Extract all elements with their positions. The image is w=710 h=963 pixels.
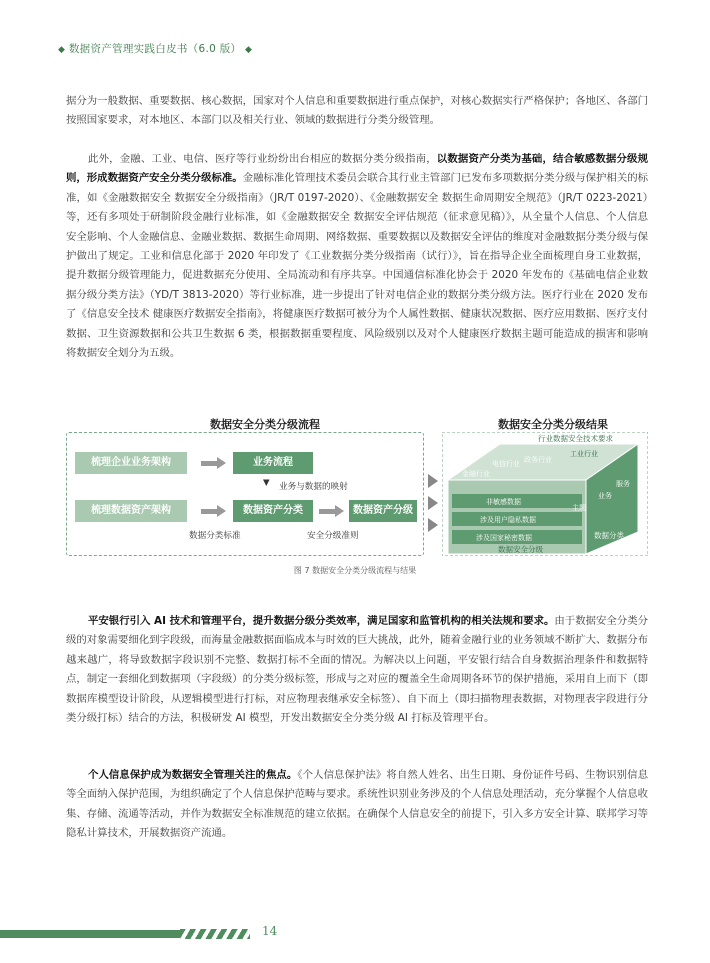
flow-diagram — [66, 432, 424, 556]
paragraph-2-bold: 以数据资产分类为基础，结合敏感数据分级规则，形成数据资产安全分类分级标准。 — [66, 153, 649, 185]
level-rule-label: 安全分级准则 — [307, 531, 359, 541]
data-asset-class-box: 数据资产分类 — [233, 500, 313, 522]
arrow-shaft — [319, 509, 335, 514]
footer-stripes — [180, 929, 250, 939]
industry-label: 电信行业 — [492, 460, 520, 468]
diamond-icon: ◆ — [58, 45, 66, 55]
arrow-right-icon — [428, 518, 438, 532]
business-flow-box: 业务流程 — [233, 452, 313, 474]
running-header — [58, 41, 252, 56]
class-standard-label: 数据分类标准 — [189, 531, 241, 541]
paragraph-4-rest: 《个人信息保护法》将自然人姓名、出生日期、身份证件号码、生物识别信息等全面纳入保护范围，为组织确定了个人信息保护范畴与要求。系统性识别业务涉及的个人信息处理活动，充分掌握个人信息收集、存储、流通等活动，并作为数据安全标准规范的建立依据。在确保个人信息安全的前提下，引入多方安全计算、联邦学习等隐私计算技术，开展数据资产流通。 — [66, 769, 649, 840]
figure-classification-flow — [66, 414, 648, 556]
data-asset-level-box: 数据资产分级 — [349, 500, 417, 522]
arrow-right-icon — [428, 496, 438, 510]
paragraph-2 — [66, 150, 648, 363]
page-number: 14 — [262, 924, 278, 938]
arrow-right-icon — [335, 505, 344, 517]
arrow-right-icon — [428, 474, 438, 488]
header-title: 数据资产管理实践白皮书（6.0 版） — [68, 43, 242, 55]
layer-label: 非敏感数据 — [486, 498, 521, 506]
arrow-shaft — [201, 509, 217, 514]
paragraph-2-lead: 此外，金融、工业、电信、医疗等行业纷纷出台相应的数据分类分级指南， — [88, 153, 437, 165]
layer-label: 涉及国家秘密数据 — [476, 534, 532, 542]
industry-label: 金融行业 — [462, 470, 490, 478]
sort-business-box: 梳理企业业务架构 — [75, 452, 187, 474]
right-label: 服务 — [616, 480, 630, 488]
industry-label: 政务行业 — [524, 456, 552, 464]
paragraph-3-rest: 由于数据安全分类分级的对象需要细化到字段级，而海量金融数据面临成本与时效的巨大挑战，此外，随着金融行业的业务领域不断扩大、数据分布越来越广，将导致数据字段识别不完整、数据打标不全面的情况。为解决以上问题，平安银行结合自身数据治理条件和数据特点，制定一套细化到数据项（字段级）的分类分级标签，形成与之对应的覆盖全生命周期各环节的保护措施，采用自上而下（即数据库模型设计阶段，从逻辑模型进行打标，对应物理表继承安全标签）、自下而上（即扫描物理表数据，对物理表字段进行分类分级打标）结合的方法，积极研发 AI 模型，开发出数据安全分类分级 AI 打标及管理平台。 — [66, 615, 649, 725]
footer-bar — [0, 930, 180, 938]
paragraph-3 — [66, 612, 648, 728]
sort-assets-box: 梳理数据资产架构 — [75, 500, 187, 522]
paragraph-4 — [66, 766, 648, 844]
paragraph-4-bold: 个人信息保护成为数据安全管理关注的焦点。 — [88, 769, 298, 781]
paragraph-3-bold: 平安银行引入 AI 技术和管理平台，提升数据分级分类效率，满足国家和监管机构的相关法规和要求。 — [88, 615, 555, 627]
right-label: 主题 — [572, 504, 586, 512]
paragraph-2-rest: 金融标准化管理技术委员会联合其行业主管部门已发布多项数据分类分级与保护相关的标准，如《金融数据安全 数据安全分级指南》（JR/T 0197-2020）、《金融数据安全 数据生命周期安全规范》（JR/T 0223-2021）等，还有多项处于研制阶段金融行业标准，如《金融数据安全 数据安全评估规范（征求意见稿）》，从全量个人信息、个人信息安全影响、个人金融信息、金融业数据、数据生命周期、网络数据、重要数据以及数据安全评估的维度对金融数据分类分级与保护做出了规定。工业和信息化部于 2020 年印发了《工业数据分类分级指南（试行）》，旨在指导企业全面梳理自身工业数据，提升数据分级管理能力，促进数据充分使用、全局流动和有序共享。中国通信标准化协会于 2020 年发布的《基础电信企业数据分级分类方法》（YD/T 3813-2020）等行业标准，进一步提出了针对电信企业的数据分类分级方法。医疗行业在 2020 发布了《信息安全技术 健康医疗数据安全指南》，将健康医疗数据可被分为个人属性数据、健康状况数据、医疗应用数据、医疗支付数据、卫生资源数据和公共卫生数据 6 类，根据数据重要程度、风险级别以及对个人健康医疗数据主题可能造成的损害和影响将数据安全划分为五级。 — [66, 172, 649, 360]
diamond-icon: ◆ — [244, 45, 253, 55]
layer-label: 涉及用户隐私数据 — [480, 516, 536, 524]
figure-right-title: 数据安全分类分级结果 — [498, 418, 608, 431]
side-label: 数据分类 — [594, 531, 624, 540]
arrow-right-icon — [217, 505, 226, 517]
figure-caption: 图 7 数据安全分类分级流程与结果 — [293, 566, 417, 575]
down-arrow-icon: ▼ — [263, 478, 270, 488]
paragraph-1: 据分为一般数据、重要数据、核心数据，国家对个人信息和重要数据进行重点保护，对核心数据实行严格保护；各地区、各部门按照国家要求，对本地区、本部门以及相关行业、领域的数据进行分类分级管理。 — [66, 95, 648, 127]
arrow-right-icon — [217, 457, 226, 469]
bottom-label: 数据安全分级 — [498, 545, 543, 554]
arrow-shaft — [201, 461, 217, 466]
cube-top-label: 行业数据安全技术要求 — [538, 434, 613, 443]
classification-result-cube — [442, 432, 648, 556]
industry-label: 工业行业 — [570, 450, 598, 458]
mapping-label: 业务与数据的映射 — [279, 482, 348, 492]
figure-left-title: 数据安全分类分级流程 — [210, 418, 320, 431]
right-label: 业务 — [598, 492, 612, 500]
